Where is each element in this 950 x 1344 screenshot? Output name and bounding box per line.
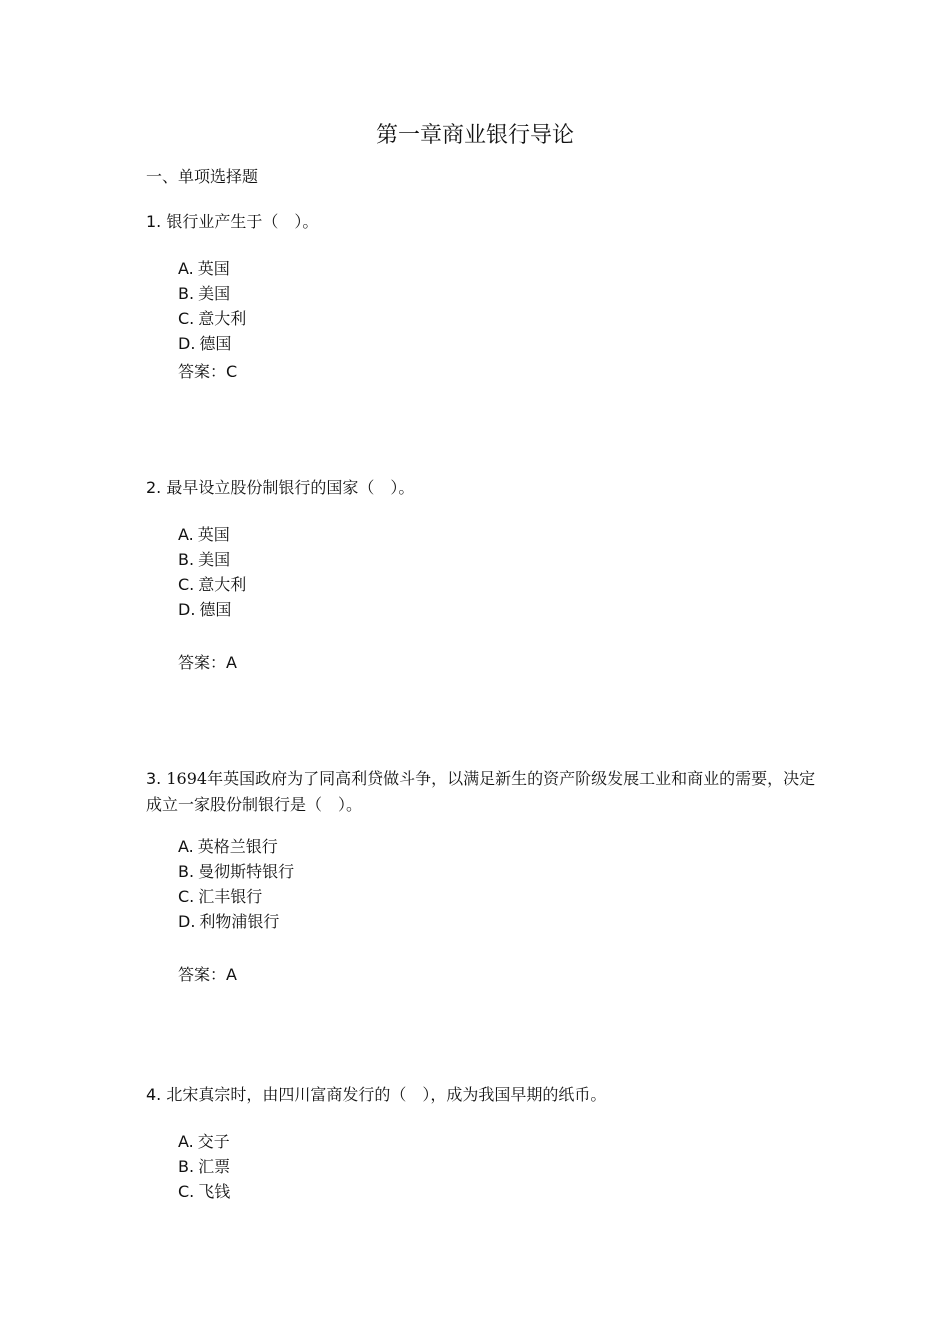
option-c xyxy=(178,1179,816,1204)
option-text: 意大利 xyxy=(198,309,247,328)
answer-value: A xyxy=(226,653,237,672)
question-text xyxy=(146,1082,816,1108)
answer-value: C xyxy=(226,362,238,381)
option-text: 飞钱 xyxy=(198,1182,231,1201)
answer-label: 答案： xyxy=(178,965,227,984)
option-text: 汇丰银行 xyxy=(198,887,263,906)
option-text: 英国 xyxy=(197,259,230,278)
option-letter: B. xyxy=(178,284,195,303)
option-a xyxy=(178,1129,816,1154)
question-body: 北宋真宗时，由四川富商发行的（ ），成为我国早期的纸币。 xyxy=(166,1085,607,1104)
answer-label: 答案： xyxy=(178,653,227,672)
option-list xyxy=(178,834,816,934)
option-letter: B. xyxy=(178,550,195,569)
option-text: 曼彻斯特银行 xyxy=(198,862,295,881)
option-text: 利物浦银行 xyxy=(199,912,280,931)
question-text xyxy=(146,209,816,235)
option-letter: C. xyxy=(178,575,195,594)
option-letter: A. xyxy=(178,259,194,278)
option-b xyxy=(178,1154,816,1179)
section-heading: 一、单项选择题 xyxy=(146,167,259,186)
option-c xyxy=(178,884,816,909)
question-2 xyxy=(146,475,816,675)
option-b xyxy=(178,547,816,572)
option-text: 德国 xyxy=(199,334,232,353)
option-text: 意大利 xyxy=(198,575,247,594)
option-text: 英格兰银行 xyxy=(197,837,278,856)
option-letter: B. xyxy=(178,1157,195,1176)
option-a xyxy=(178,256,816,281)
answer-value: A xyxy=(226,965,237,984)
chapter-title: 第一章商业银行导论 xyxy=(375,123,574,148)
question-body: 最早设立股份制银行的国家（ ）。 xyxy=(166,478,415,497)
question-text xyxy=(146,475,816,501)
option-list xyxy=(178,1129,816,1204)
option-letter: C. xyxy=(178,309,195,328)
question-number: 2. xyxy=(146,478,162,497)
option-letter: A. xyxy=(178,525,194,544)
option-text: 交子 xyxy=(197,1132,230,1151)
option-letter: C. xyxy=(178,887,195,906)
question-text xyxy=(146,766,816,818)
option-d xyxy=(178,597,816,622)
option-text: 汇票 xyxy=(198,1157,231,1176)
question-1 xyxy=(146,209,816,384)
option-a xyxy=(178,834,816,859)
option-text: 美国 xyxy=(198,550,231,569)
option-b xyxy=(178,859,816,884)
option-text: 美国 xyxy=(198,284,231,303)
option-letter: D. xyxy=(178,912,196,931)
answer-label: 答案： xyxy=(178,362,227,381)
answer xyxy=(178,650,816,675)
option-letter: D. xyxy=(178,600,196,619)
option-letter: A. xyxy=(178,1132,194,1151)
answer xyxy=(178,359,816,384)
question-3 xyxy=(146,766,816,987)
answer xyxy=(178,962,816,987)
option-text: 英国 xyxy=(197,525,230,544)
question-4 xyxy=(146,1082,816,1204)
option-letter: A. xyxy=(178,837,194,856)
option-letter: B. xyxy=(178,862,195,881)
question-body: 1694年英国政府为了同高利贷做斗争，以满足新生的资产阶级发展工业和商业的需要，决定成立一家股份制银行是（ ）。 xyxy=(146,769,816,814)
question-number: 3. xyxy=(146,769,162,788)
option-c xyxy=(178,306,816,331)
option-d xyxy=(178,331,816,356)
option-a xyxy=(178,522,816,547)
question-body: 银行业产生于（ ）。 xyxy=(166,212,319,231)
option-list xyxy=(178,522,816,622)
option-letter: D. xyxy=(178,334,196,353)
question-number: 4. xyxy=(146,1085,162,1104)
question-number: 1. xyxy=(146,212,162,231)
option-b xyxy=(178,281,816,306)
option-d xyxy=(178,909,816,934)
option-list xyxy=(178,256,816,356)
option-letter: C. xyxy=(178,1182,195,1201)
option-text: 德国 xyxy=(199,600,232,619)
option-c xyxy=(178,572,816,597)
